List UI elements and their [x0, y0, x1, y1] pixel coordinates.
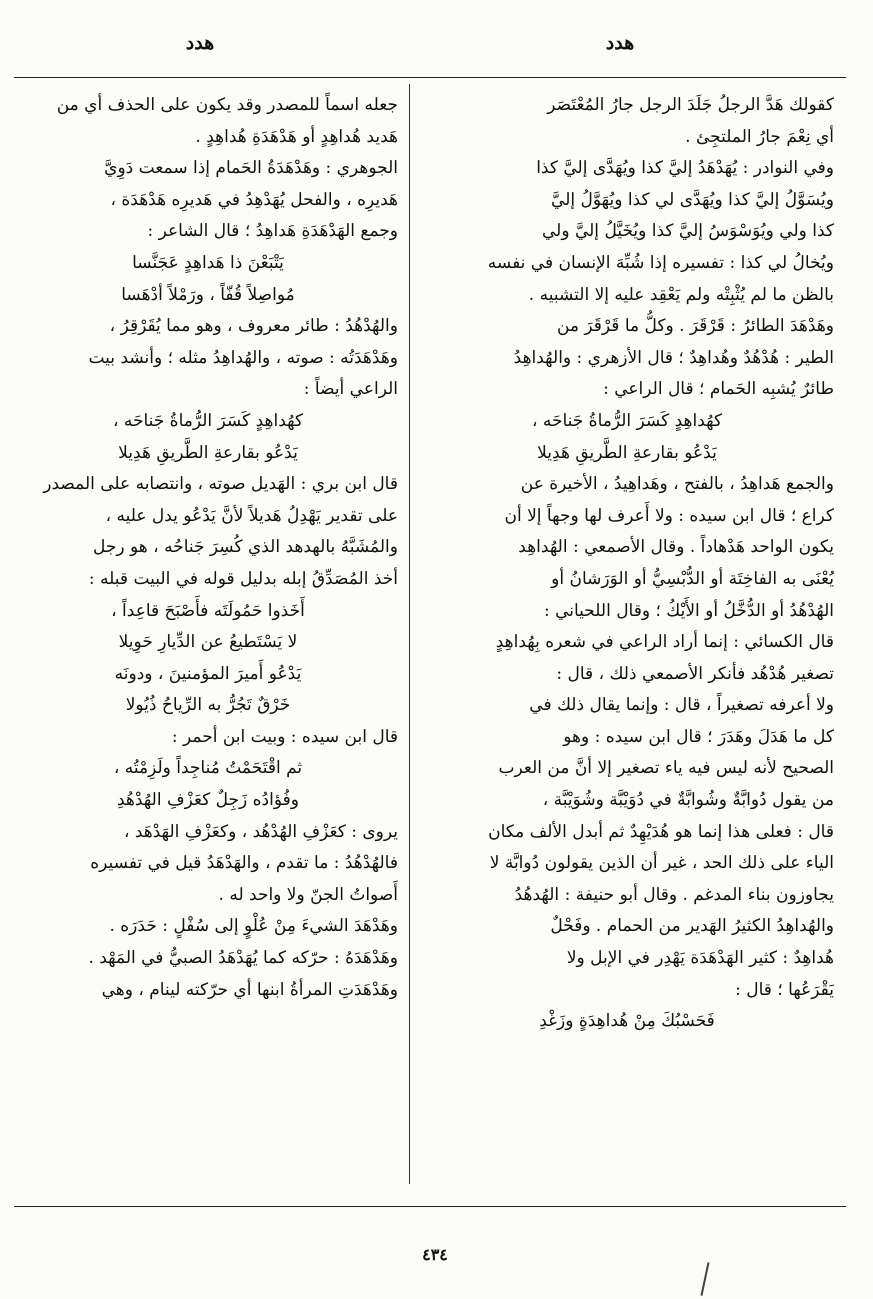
left-column [18, 90, 398, 1006]
right-column [420, 90, 834, 1038]
text-line: يكون الواحد هَدْهاداً . وقال الأصمعي : الهُداهِد [518, 537, 834, 558]
text-line: فالهُدْهُدُ : ما تقدم ، والهَدْهَدُ قيل في تفسيره [90, 853, 398, 874]
text-line: قال الكسائي : إنما أراد الراعي في شعره بِهُداهِدٍ [495, 632, 834, 653]
text-line: أَصواتُ الجنّ ولا واحد له . [218, 884, 398, 905]
text-line: أخذ المُصَدِّقُ إبله بدليل قوله في البيت قبله : [88, 568, 398, 589]
text-line: على تقدير يَهْدِلُ هَديلاً لأنَّ يَدْعُو يدل عليه ، [105, 505, 398, 526]
text-line: قال : فعلى هذا إنما هو هُدَيْهِدٌ ثم أبدل الألف مكان [488, 821, 834, 842]
text-line: ولا أعرفه تصغيراً ، قال : وإنما يقال ذلك في [529, 695, 834, 716]
verse-line: يَدْعُو أَميرَ المؤمنينَ ، ودونَه [114, 663, 302, 684]
scan-mark [700, 1262, 709, 1296]
text-line: ويُسَوَّلُ إليَّ كذا ويُهَدَّى لي كذا ويُهَوَّلُ إليَّ [551, 189, 834, 210]
verse-line: خَرْقٌ تَجُرُّ به الرِّياحُ ذُيُولا [125, 695, 291, 716]
text-line: هَديرِه ، والفحل يُهَدْهِدُ في هَديرِه هَدْهَدَة ، [110, 189, 398, 210]
text-line: هُداهِدٌ : كثير الهَدْهَدَة يَهْدِر في الإبل ولا [566, 948, 834, 969]
verse-line: كهُداهِدٍ كَسَرَ الرُّماةُ جَناحَه ، [531, 410, 723, 431]
text-line: الراعي أيضاً : [303, 379, 398, 400]
verse-line: يَدْعُو بقارعةِ الطَّريقِ هَدِيلا [537, 442, 717, 463]
text-line: كقولك هَدَّ الرجلُ جَلَدَ الرجل جارُ المُعْتَصَر [547, 95, 834, 115]
text-line: يَقْرَعُها ؛ قال : [735, 979, 834, 1000]
text-line: يروى : كعَزْفِ الهُدْهُد ، وكعَزْفِ الهَدْهَد ، [123, 821, 398, 842]
text-line: ويُخالُ لي كذا : تفسيره إذا شُبِّهَ الإنسان في نفسه [487, 252, 834, 273]
text-line: وهَدْهَدَ الشيءَ مِنْ عُلْوٍ إلى سُفْلٍ : حَدَرَه . [109, 916, 398, 937]
page-number: ٤٣٤ [422, 1245, 448, 1264]
text-line: وهَدْهَدَتِ المرأةُ ابنها أي حرّكته لينام ، وهي [101, 979, 398, 1000]
verse-line: فَحَسْبُكَ مِنْ هُداهِدَةٍ وزَغْدِ [539, 1011, 715, 1032]
header-word-right: هدد [605, 32, 635, 54]
text-line: والهُدْهُدُ : طائر معروف ، وهو مما يُقَرْقِرُ ، [109, 316, 398, 337]
verse-line: يَدْعُو بقارعةِ الطَّريقِ هَدِيلا [118, 442, 298, 463]
text-line: الصحيح لأنه ليس فيه ياء تصغير إلا أنَّ من العرب [498, 758, 834, 779]
column-divider [409, 84, 410, 1184]
text-line: قال ابن سيده : وبيت ابن أحمر : [171, 726, 398, 747]
verse-line: ثم اقْتَحَمْتُ مُناجِداً ولَزِمْتُه ، [113, 758, 303, 779]
text-line: من يقول دُوابَّةٌ وشُوابَّةٌ في دُوَيْبَّة وشُوَيْبَّة ، [542, 790, 834, 811]
top-rule [14, 77, 846, 78]
text-line: طائرٌ يُشبِه الحَمام ؛ قال الراعي : [603, 379, 834, 400]
text-line: والهُداهِدُ الكثيرُ الهَدير من الحمام . وفَحْلٌ [550, 916, 834, 937]
verse-line: يَتْبَعْنَ ذا هَداهِدٍ عَجَنَّسا [132, 252, 284, 273]
text-line: وهَدْهَدَتُه : صوته ، والهُداهِدُ مثله ؛ وأنشد بيت [88, 347, 398, 368]
verse-line: وفُؤادُه زَجِلٌ كعَزْفِ الهُدْهُدِ [117, 790, 299, 811]
text-line: الجوهري : وهَدْهَدَةُ الحَمام إذا سمعت دَوِيَّ [104, 158, 398, 179]
verse-line: أَخَذوا حَمُولَتَه فأَصْبَحَ قاعِداً ، [111, 600, 305, 621]
text-line: كذا ولي ويُوَسْوَسُ إليَّ كذا ويُخَيَّلُ إليَّ ولي [542, 221, 834, 242]
text-line: تصغير هُدْهُد فأنكر الأصمعي ذلك ، قال : [556, 663, 834, 684]
verse-line: كهُداهِدٍ كَسَرَ الرُّماةُ جَناحَه ، [112, 410, 304, 431]
text-line: كل ما هَدَلَ وهَدَرَ ؛ قال ابن سيده : وهو [563, 726, 834, 747]
text-line: كراع ؛ قال ابن سيده : ولا أَعرف لها وجهاً إلا أن [504, 505, 834, 526]
text-line: الطير : هُدْهُدٌ وهُداهِدٌ ؛ قال الأزهري : والهُداهِدُ [513, 347, 834, 368]
text-line: والجمع هَداهِدُ ، بالفتح ، وهَداهِيدُ ، الأخيرة عن [520, 474, 834, 495]
text-line: هَديد هُداهِدٍ أو هَدْهَدَةِ هُداهِدٍ . [195, 126, 398, 147]
text-line: يجاوزون بناء المدغم . وقال أبو حنيفة : الهُدهُدُ [514, 884, 834, 905]
bottom-rule [14, 1206, 846, 1207]
text-line: والمُشَبَّهُ بالهدهد الذي كُسِرَ جَناحُه ، هو رجل [93, 537, 398, 558]
text-line: وهَدْهَدَ الطائرُ : قَرْقَرَ . وكلُّ ما قَرْقَرَ من [556, 316, 834, 337]
text-line: وفي النوادر : يُهَدْهَدُ إليَّ كذا ويُهَدَّى إليَّ كذا [536, 158, 834, 179]
header-word-left: هدد [185, 32, 215, 54]
text-line: بالظن ما لم يُثْبِتْه ولم يَعْقِد عليه إلا التشبيه . [528, 284, 834, 305]
text-line: الياء على ذلك الحد ، غير أن الذين يقولون دُوابَّة لا [489, 853, 834, 874]
verse-line: مُواصِلاً قُفّاً ، ورَمْلاً أدْهَسا [121, 284, 295, 305]
text-line: أي نِعْمَ جارُ الملتجِئ . [685, 126, 834, 147]
text-line: يُعْنَى به الفاخِتَة أو الدُّبْسِيُّ أو الوَرَشانُ أو [551, 568, 834, 589]
verse-line: لا يَسْتَطيعُ عن الدِّيارِ حَوِيلا [118, 632, 298, 653]
text-line: قال ابن بري : الهَديل صوته ، وانتصابه على المصدر [43, 474, 398, 495]
text-line: الهُدْهُدُ أو الدُّخَّلُ أو الأَيْكُ ؛ وقال اللحياني : [543, 600, 834, 621]
text-line: وهَدْهَدَهُ : حرّكه كما يُهَدْهَدُ الصبيُّ في المَهْد . [88, 948, 398, 969]
text-line: وجمع الهَدْهَدَةِ هَداهِدُ ؛ قال الشاعر : [147, 221, 398, 242]
text-line: جعله اسماً للمصدر وقد يكون على الحذف أي من [56, 95, 398, 115]
